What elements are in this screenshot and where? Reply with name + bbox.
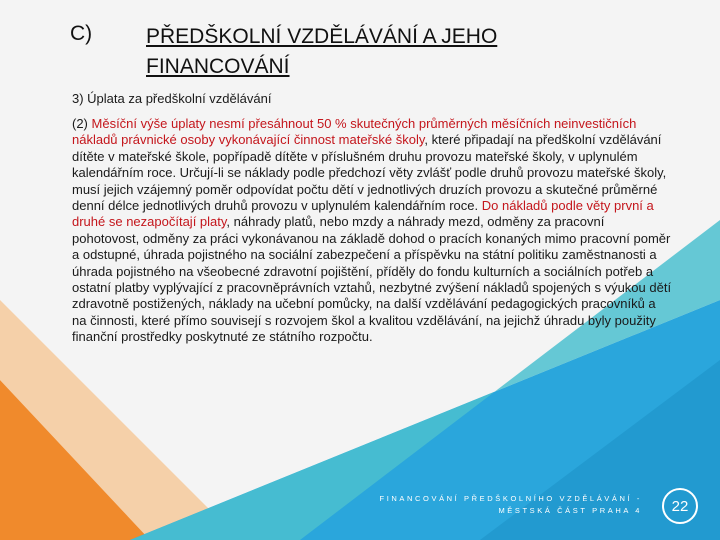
body-paragraph (72, 116, 672, 346)
footer-line-1: FINANCOVÁNÍ PŘEDŠKOLNÍHO VZDĚLÁVÁNÍ - (379, 494, 642, 503)
title-line-2: FINANCOVÁNÍ (146, 55, 290, 78)
section-letter: C) (70, 22, 93, 45)
page-title (146, 22, 666, 82)
paragraph-red-text-1: Měsíční výše úplaty nesmí přesáhnout 50 % skutečných průměrných měsíčních neinvestičních nákladů právnické osoby vykonávající činnost mateřské školy (72, 116, 637, 148)
paragraph-red-text-2: Do nákladů podle věty první a druhé se nezapočítají platy (72, 198, 654, 230)
paragraph-text-2: , náhrady platů, nebo mzdy a náhrady mezd, odměny za pracovní pohotovost, odměny za práci vykonávanou na základě dohod o pracích konaných mimo pracovní poměr a odstupné, úhrada pojistného na sociální zabezpečení a příspěvku na státní politiku zaměstnanosti a úhrada pojistného na všeobecné zdravotní pojištění, příděly do fondu kulturních a sociálních potřeb a ostatní platby vyplývající z pracovněprávních vztahů, nezbytné zvýšení nákladů spojených s výukou dětí zdravotně postižených, náklady na učební pomůcky, na další vzdělávání pedagogických pracovníků a na činnosti, které přímo souvisejí s rozvojem škol a kvalitou vzdělávání, na jejichž úhradu byly použity finanční prostředky poskytnuté ze státního rozpočtu. (72, 214, 672, 345)
paragraph-text-1: , které připadají na předškolní vzdělávání dítěte v mateřské škole, popřípadě dítěte v příslušném druhu provozu mateřské školy, v uplynulém kalendářním roce. Určují-li se náklady podle předchozí věty zvlášť podle druhů provozu mateřské školy, musí jejich vzájemný poměr odpovídat počtu dětí v jednotlivých druzích provozu a skutečné průměrné denní délce jednotlivých druhů provozu v uplynulém kalendářním roce. (72, 132, 667, 214)
subtitle: 3) Úplata za předškolní vzdělávání (72, 91, 272, 106)
page-number: 22 (662, 488, 698, 524)
title-line-1: PŘEDŠKOLNÍ VZDĚLÁVÁNÍ A JEHO (146, 25, 498, 48)
paragraph-number: (2) (72, 116, 88, 131)
footer-caption (380, 493, 642, 517)
footer-line-2: MĚSTSKÁ ČÁST PRAHA 4 (498, 506, 642, 515)
